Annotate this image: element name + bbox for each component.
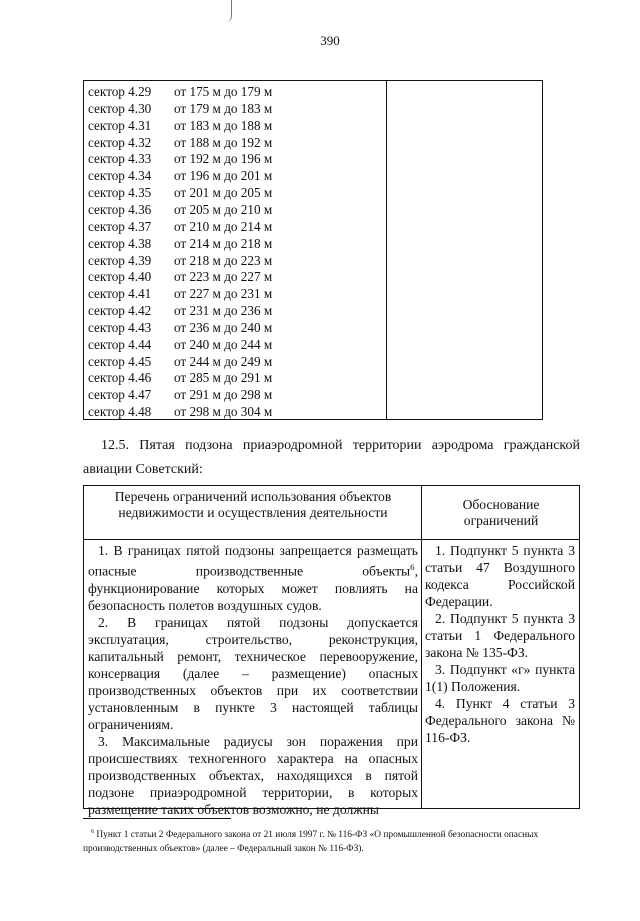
sector-range: от 183 м до 188 м: [174, 117, 273, 133]
header-justification: Обоснование ограничений: [462, 497, 540, 528]
sector-name: сектор 4.39: [88, 252, 152, 268]
sector-name: сектор 4.43: [88, 319, 152, 335]
sector-row: [88, 268, 272, 285]
restriction-item-3: 3. Максимальные радиусы зон поражения при происшествиях техногенного характера на опасных производственных объектах, находящихся в пятой подзоне приаэродромной территории, в которых размещение таких объектов возможно, не должны: [88, 733, 418, 817]
sector-range: от 291 м до 298 м: [174, 387, 273, 403]
restriction-item-2: 2. В границах пятой подзоны допускается эксплуатация, строительство, реконструкция, капитальный ремонт, техническое перевооружение, консервация (далее – размещение) опасных производственных объектов при их соответствии установленным в пункте 3 настоящей таблицы ограничениям.: [88, 614, 418, 732]
sector-range: от 223 м до 227 м: [174, 269, 273, 285]
column-divider: [421, 486, 422, 808]
sector-range: от 298 м до 304 м: [174, 404, 273, 420]
sector-row: [88, 201, 272, 218]
sector-name: сектор 4.48: [88, 404, 152, 420]
sector-name: сектор 4.47: [88, 387, 152, 403]
sector-range: от 175 м до 179 м: [174, 84, 273, 99]
sector-row: [88, 150, 272, 167]
sector-row: [88, 100, 272, 117]
sector-row: [88, 167, 272, 184]
sector-range: от 285 м до 291 м: [174, 370, 273, 386]
sector-name: сектор 4.38: [88, 235, 152, 251]
sector-row: [88, 252, 272, 269]
sector-row: [88, 353, 272, 370]
sector-range: от 231 м до 236 м: [174, 303, 273, 319]
section-intro: 12.5. Пятая подзона приаэродромной территории аэродрома гражданской авиации Советский:: [83, 438, 580, 477]
header-restrictions: Перечень ограничений использования объектов недвижимости и осуществления деятельности: [114, 489, 392, 520]
sector-name: сектор 4.35: [88, 185, 152, 201]
sector-range: от 244 м до 249 м: [174, 353, 273, 369]
sector-table-divider: [386, 81, 387, 419]
footnote-text: Пункт 1 статьи 2 Федерального закона от 21 июля 1997 г. № 116-ФЗ «О промышленной безопасности опасных производственных объектов» (далее – Федеральный закон № 116-ФЗ).: [83, 830, 539, 855]
justification-item-2: 2. Подпункт 5 пункта 3 статьи 1 Федерального закона № 135-ФЗ.: [425, 611, 575, 660]
sector-row: [88, 403, 272, 420]
justification-item-4: 4. Пункт 4 статьи 3 Федерального закона № 116-ФЗ.: [425, 696, 575, 745]
sector-row: [88, 117, 272, 134]
restrictions-column: [88, 542, 418, 818]
sector-name: сектор 4.37: [88, 218, 152, 234]
sector-row: [88, 235, 272, 252]
sector-range: от 210 м до 214 м: [174, 218, 273, 234]
sector-row: [88, 319, 272, 336]
sector-name: сектор 4.31: [88, 117, 152, 133]
sector-row: [88, 336, 272, 353]
sector-row: [88, 83, 272, 100]
sector-name: сектор 4.41: [88, 286, 152, 302]
footnote-ref[interactable]: 6: [410, 562, 415, 572]
sector-range: от 201 м до 205 м: [174, 185, 273, 201]
sector-range: от 179 м до 183 м: [174, 100, 273, 116]
page-number: 390: [320, 33, 340, 48]
sector-name: сектор 4.30: [88, 100, 152, 116]
sector-range: от 192 м до 196 м: [174, 151, 273, 167]
footnote-number: 6: [91, 829, 95, 835]
justification-item-1: 1. Подпункт 5 пункта 3 статьи 47 Воздушного кодекса Российской Федерации.: [425, 543, 575, 609]
restriction-item-1: 1. В границах пятой подзоны запрещается размещать опасные производственные объекты$^6$, функционирование которых может повлиять на безопасность полетов воздушных судов.: [88, 543, 418, 613]
sector-name: сектор 4.44: [88, 336, 152, 352]
sector-name: сектор 4.29: [88, 84, 152, 99]
sector-row: [88, 218, 272, 235]
sector-name: сектор 4.45: [88, 353, 152, 369]
sector-row: [88, 302, 272, 319]
sector-name: сектор 4.32: [88, 134, 152, 150]
sector-name: сектор 4.46: [88, 370, 152, 386]
sector-range: от 205 м до 210 м: [174, 201, 273, 217]
sector-row: [88, 369, 272, 386]
restrictions-table: [83, 485, 580, 817]
sector-name: сектор 4.36: [88, 201, 152, 217]
sector-range: от 227 м до 231 м: [174, 286, 273, 302]
sector-name: сектор 4.33: [88, 151, 152, 167]
page-edge-mark: [223, 0, 232, 22]
footnote-separator: [83, 818, 231, 819]
sector-range: от 236 м до 240 м: [174, 319, 273, 335]
sector-range: от 218 м до 223 м: [174, 252, 273, 268]
footnote: [83, 825, 583, 856]
header-divider: [84, 539, 579, 540]
sector-name: сектор 4.40: [88, 269, 152, 285]
sector-table: [83, 80, 543, 420]
sector-name: сектор 4.42: [88, 303, 152, 319]
sector-range: от 214 м до 218 м: [174, 235, 273, 251]
justification-item-3: 3. Подпункт «г» пункта 1(1) Положения.: [425, 662, 575, 694]
sector-row: [88, 285, 272, 302]
sector-row: [88, 386, 272, 403]
sector-name: сектор 4.34: [88, 168, 152, 184]
sector-range: от 240 м до 244 м: [174, 336, 273, 352]
sector-row: [88, 134, 272, 151]
sector-row: [88, 184, 272, 201]
sector-range: от 188 м до 192 м: [174, 134, 273, 150]
sector-range: от 196 м до 201 м: [174, 168, 273, 184]
justification-column: [425, 542, 575, 746]
